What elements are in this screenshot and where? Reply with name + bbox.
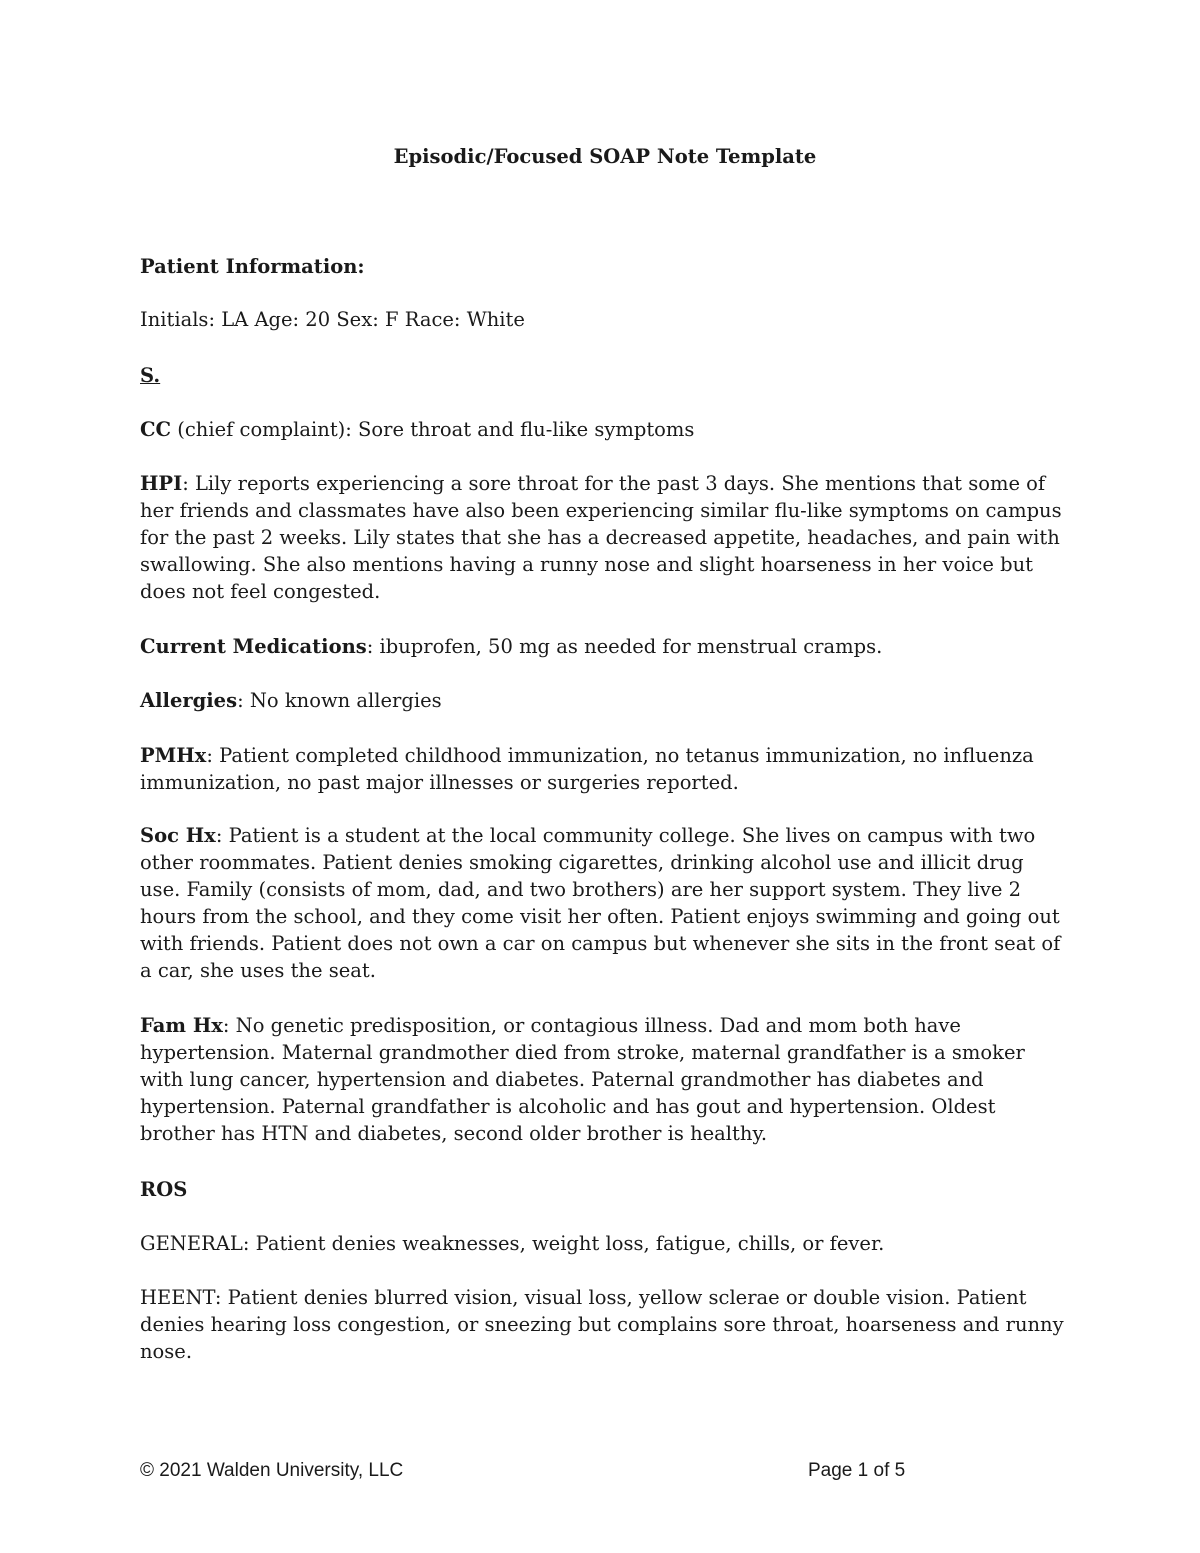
footer-page-number: Page 1 of 5 xyxy=(808,1460,906,1481)
soc-hx-paragraph xyxy=(140,822,1070,984)
allergies-paragraph xyxy=(140,687,1070,714)
pmhx-text: : Patient completed childhood immunization, no tetanus immunization, no influenza immunization, no past major illnesses or surgeries reported. xyxy=(140,744,1034,794)
medications-paragraph xyxy=(140,633,1070,660)
medications-label: Current Medications xyxy=(140,635,367,658)
ros-heent: HEENT: Patient denies blurred vision, visual loss, yellow sclerae or double vision. Patient denies hearing loss congestion, or sneezing but complains sore throat, hoarseness and runny nose. xyxy=(140,1286,1064,1363)
document-title: Episodic/Focused SOAP Note Template xyxy=(393,145,817,168)
hpi-paragraph xyxy=(140,470,1070,605)
allergies-text: : No known allergies xyxy=(237,689,442,712)
cc-paragraph xyxy=(140,416,1070,443)
patient-info-heading: Patient Information: xyxy=(140,255,365,278)
hpi-text: : Lily reports experiencing a sore throat for the past 3 days. She mentions that some of her friends and classmates have also been experiencing similar flu-like symptoms on campus for the past 2 weeks. Lily states that she has a decreased appetite, headaches, and pain with swallowing. She also mentions having a runny nose and slight hoarseness in her voice but does not feel congested. xyxy=(140,472,1062,603)
fam-hx-label: Fam Hx xyxy=(140,1014,223,1037)
pmhx-label: PMHx xyxy=(140,744,207,767)
soc-hx-label: Soc Hx xyxy=(140,824,216,847)
patient-info-line: Initials: LA Age: 20 Sex: F Race: White xyxy=(140,308,525,331)
ros-heading: ROS xyxy=(140,1178,188,1201)
footer-copyright: © 2021 Walden University, LLC xyxy=(140,1460,404,1481)
soc-hx-text: : Patient is a student at the local community college. She lives on campus with two other roommates. Patient denies smoking cigarettes, drinking alcohol use and illicit drug use. Family (consists of mom, dad, and two brothers) are her support system. They live 2 hours from the school, and they come visit her often. Patient enjoys swimming and going out with friends. Patient does not own a car on campus but whenever she sits in the front seat of a car, she uses the seat. xyxy=(140,824,1061,982)
subjective-heading: S. xyxy=(140,364,161,387)
fam-hx-paragraph xyxy=(140,1012,1070,1147)
medications-text: : ibuprofen, 50 mg as needed for menstrual cramps. xyxy=(366,635,883,658)
hpi-label: HPI xyxy=(140,472,183,495)
allergies-label: Allergies xyxy=(140,689,238,712)
cc-text: (chief complaint): Sore throat and flu-like symptoms xyxy=(171,418,695,441)
cc-label: CC xyxy=(140,418,172,441)
pmhx-paragraph xyxy=(140,742,1070,796)
ros-general: GENERAL: Patient denies weaknesses, weight loss, fatigue, chills, or fever. xyxy=(140,1232,885,1255)
fam-hx-text: : No genetic predisposition, or contagious illness. Dad and mom both have hypertension. Maternal grandmother died from stroke, maternal grandfather is a smoker with lung cancer, hypertension and diabetes. Paternal grandmother has diabetes and hypertension. Paternal grandfather is alcoholic and has gout and hypertension. Oldest brother has HTN and diabetes, second older brother is healthy. xyxy=(140,1014,1025,1145)
